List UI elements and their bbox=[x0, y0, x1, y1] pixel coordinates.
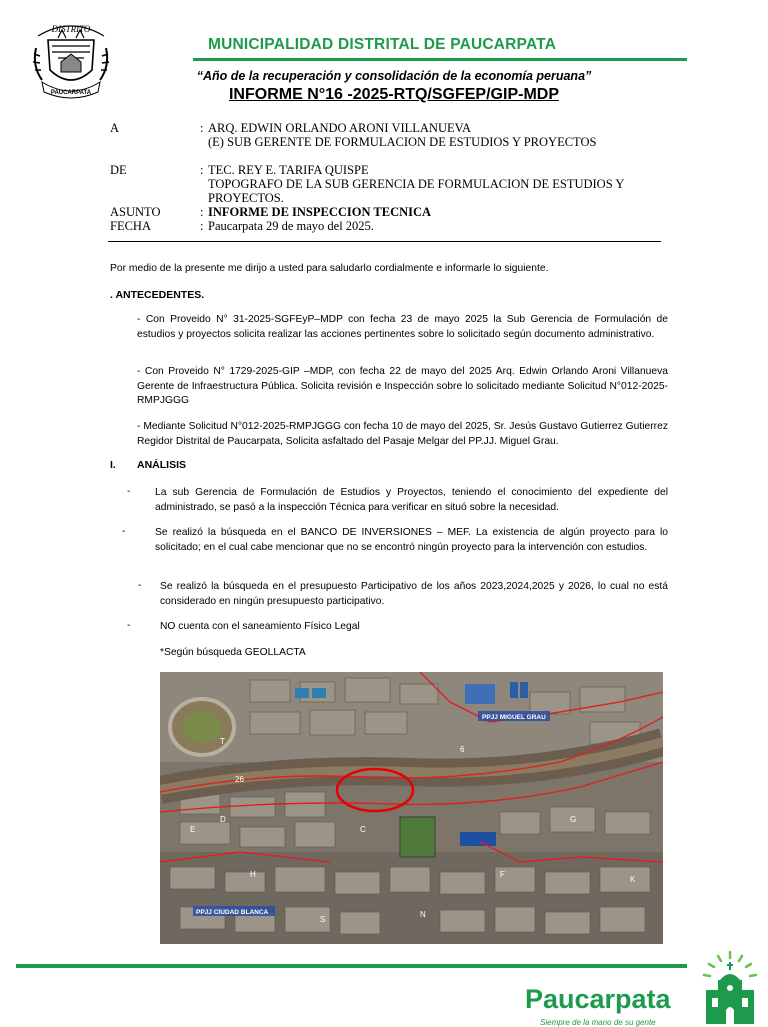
bullet-dash: - bbox=[127, 620, 131, 631]
bullet-dash: - bbox=[122, 526, 126, 537]
date-colon: : bbox=[200, 219, 204, 233]
antecedentes-heading: . ANTECEDENTES. bbox=[110, 289, 205, 301]
satellite-map-image bbox=[160, 672, 663, 944]
analisis-item-4: NO cuenta con el saneamiento Físico Legal bbox=[160, 621, 360, 632]
municipality-name: MUNICIPALIDAD DISTRITAL DE PAUCARPATA bbox=[208, 36, 557, 53]
to-name: ARQ. EDWIN ORLANDO ARONI VILLANUEVA bbox=[208, 121, 472, 135]
footer-divider bbox=[16, 964, 687, 968]
analisis-item-2: Se realizó la búsqueda en el BANCO DE INVERSIONES – MEF. La existencia de algún proyecto para lo solicitado; en el cual cabe mencionar que no se encontró ningún proyecto para la intervención con estudios. bbox=[155, 527, 668, 553]
footer-tagline: Siempre de la mano de su gente bbox=[540, 1018, 656, 1027]
antecedentes-paragraph-3: - Mediante Solicitud N°012-2025-RMPJGGG con fecha 10 de mayo del 2025, Sr. Jesús Gustavo Gutierrez Gutierrez Regidor Distrital de Paucarpata, Solicita asfaltado del Pasaje Melgar del PP.JJ. Miguel Grau. bbox=[137, 421, 668, 447]
svg-text:D: D bbox=[220, 815, 226, 824]
map-label-ciudad-blanca: PPJJ CIUDAD BLANCA bbox=[196, 909, 269, 916]
from-position-line1: TOPOGRAFO DE LA SUB GERENCIA DE FORMULACION DE ESTUDIOS Y bbox=[208, 177, 625, 191]
map-label-miguel-grau: PPJJ MIGUEL GRAU bbox=[482, 714, 546, 721]
from-label: DE bbox=[110, 163, 127, 177]
svg-text:G: G bbox=[570, 815, 577, 824]
subject-label: ASUNTO bbox=[110, 205, 161, 219]
date-value: Paucarpata 29 de mayo del 2025. bbox=[208, 219, 374, 233]
subject-value: INFORME DE INSPECCION TECNICA bbox=[208, 205, 432, 219]
antecedentes-paragraph-1: - Con Proveido N° 31-2025-SGFEyP–MDP con fecha 23 de mayo 2025 la Sub Gerencia de Formulación de estudios y proyectos solicita realizar las acciones pertinentes sobre lo solicitado según documento administrativo. bbox=[137, 314, 668, 340]
svg-text:T: T bbox=[220, 737, 225, 746]
svg-text:26: 26 bbox=[235, 775, 244, 784]
svg-text:K: K bbox=[630, 875, 636, 884]
analisis-number: I. bbox=[110, 459, 116, 471]
to-colon: : bbox=[200, 121, 204, 135]
svg-text:C: C bbox=[360, 825, 366, 834]
svg-text:F: F bbox=[500, 870, 505, 879]
from-name: TEC. REY E. TARIFA QUISPE bbox=[208, 163, 369, 177]
header-divider bbox=[193, 58, 687, 61]
report-title: INFORME N°16 -2025-RTQ/SGFEP/GIP-MDP bbox=[228, 86, 559, 103]
footer-brand-name: Paucarpata bbox=[525, 984, 671, 1014]
antecedentes-paragraph-2: - Con Proveido N° 1729-2025-GIP –MDP, con fecha 22 de mayo del 2025 Arq. Edwin Orlando Aroni Villanueva Gerente de Infraestructura Pública. Solicita revisión e Inspección sobre lo solicitado mediante Solicitud N°012-2025-RMPJGGG bbox=[137, 366, 668, 406]
to-label: A bbox=[110, 121, 120, 135]
logo-text-top: DISTRITO bbox=[51, 24, 91, 34]
svg-text:E: E bbox=[190, 825, 196, 834]
svg-text:N: N bbox=[420, 910, 426, 919]
from-colon: : bbox=[200, 163, 204, 177]
svg-text:H: H bbox=[250, 870, 256, 879]
bullet-dash: - bbox=[138, 580, 142, 591]
church-logo-icon bbox=[700, 950, 760, 1024]
year-slogan: “Año de la recuperación y consolidación de la economía peruana” bbox=[196, 69, 592, 83]
analisis-item-3: Se realizó la búsqueda en el presupuesto Participativo de los años 2023,2024,2025 y 2026, lo cual no está considerado en ningún presupuesto participativo. bbox=[160, 581, 668, 607]
memo-separator bbox=[108, 241, 661, 242]
geollacta-note: *Según búsqueda GEOLLACTA bbox=[160, 647, 306, 658]
to-position: (E) SUB GERENTE DE FORMULACION DE ESTUDIOS Y PROYECTOS bbox=[208, 135, 597, 149]
svg-text:S: S bbox=[320, 915, 326, 924]
from-position-line2: PROYECTOS. bbox=[208, 191, 284, 205]
logo-text-bottom: PAUCARPATA bbox=[50, 90, 92, 96]
intro-paragraph: Por medio de la presente me dirijo a usted para saludarlo cordialmente e informarle lo siguiente. bbox=[110, 263, 549, 274]
analisis-item-1: La sub Gerencia de Formulación de Estudios y Proyectos, teniendo el conocimiento del expediente del administrado, se pasó a la inspección Técnica para verificar en situó sobre la necesidad. bbox=[155, 487, 668, 513]
svg-text:6: 6 bbox=[460, 745, 465, 754]
analisis-heading: ANÁLISIS bbox=[137, 459, 187, 471]
subject-colon: : bbox=[200, 205, 204, 219]
bullet-dash: - bbox=[127, 486, 131, 497]
date-label: FECHA bbox=[110, 219, 151, 233]
